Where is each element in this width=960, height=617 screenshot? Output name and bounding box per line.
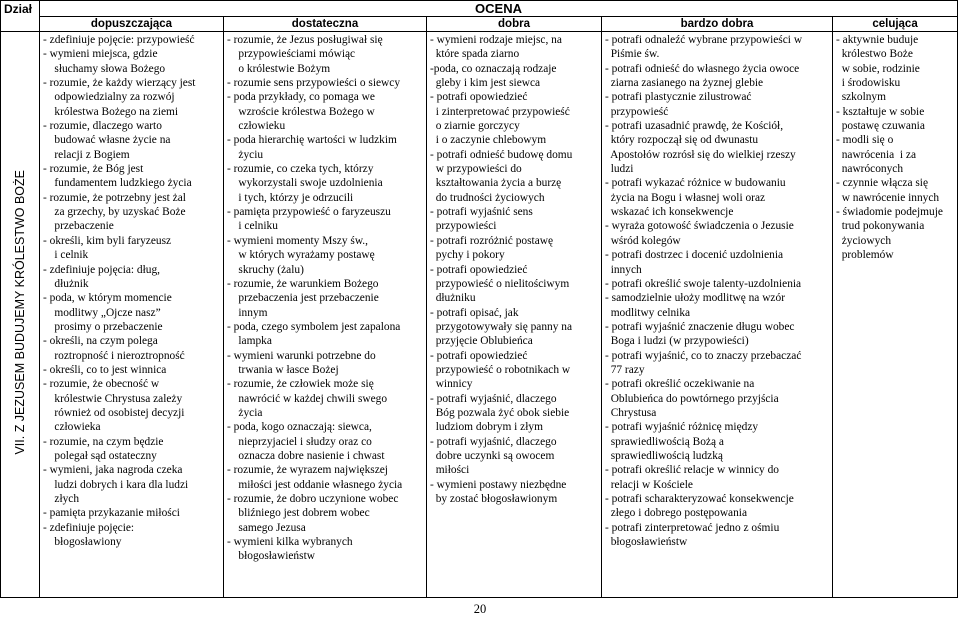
requirement-line: i celniku [227, 220, 278, 233]
requirement-line: przypowieści [430, 220, 497, 233]
requirement-line: słuchamy słowa Bożego [43, 62, 166, 75]
requirement-line: - pamięta przykazanie miłości [43, 507, 180, 520]
requirement-line: - potrafi odnieść do własnego życia owoce [605, 62, 800, 75]
requirement-line: Piśmie św. [605, 48, 660, 61]
requirement-line: - aktywnie buduje [836, 34, 919, 46]
grade-title: OCENA [40, 1, 958, 17]
requirement-line: - potrafi zinterpretować jedno z ośmiu [605, 521, 780, 534]
level-header-dopuszczajaca: dopuszczająca [40, 17, 224, 32]
requirement-line: które spada ziarno [430, 48, 520, 61]
requirement-line: 77 razy [605, 363, 645, 376]
requirement-line: - określi, co to jest winnica [43, 363, 167, 376]
requirement-line: wskazać ich konsekwencje [605, 206, 734, 219]
column-dostateczna [224, 32, 427, 598]
requirement-line: przypowieść o robotnikach w [430, 363, 571, 376]
requirement-line: - poda przykłady, co pomaga we [227, 91, 375, 104]
requirement-line: - potrafi dostrzec i docenić uzdolnienia [605, 249, 784, 262]
requirement-line: - rozumie, na czym będzie [43, 435, 164, 448]
requirement-line: -poda, co oznaczają rodzaje [430, 62, 557, 75]
requirement-line: w nawrócenie innych [836, 191, 940, 204]
requirement-line: polegał sąd ostateczny [43, 449, 157, 462]
requirement-line: w przypowieści do [430, 163, 522, 176]
requirement-line: innych [605, 263, 642, 276]
requirement-line: prosimy o przebaczenie [43, 320, 163, 333]
requirement-line: o królestwie Bożym [227, 62, 331, 75]
requirement-line: błogosławieństw [605, 536, 688, 549]
requirement-line: nawrócenia i za [836, 148, 917, 161]
requirement-line: relacji z Bogiem [43, 148, 130, 161]
requirement-line: - potrafi plastycznie zilustrować [605, 91, 752, 104]
requirement-line: człowieka [43, 421, 101, 434]
requirement-line: szkolnym [836, 91, 886, 104]
requirement-line: - potrafi określić relacje w winnicy do [605, 464, 779, 477]
requirement-line: budować własne życie na [43, 134, 171, 147]
requirement-line: Chrystusa [605, 406, 657, 419]
requirement-line: życia na Bogu i własnej woli oraz [605, 191, 766, 204]
requirement-line: - pamięta przypowieść o faryzeuszu [227, 206, 391, 219]
requirement-line: - rozumie, dlaczego warto [43, 120, 162, 133]
level-header-bardzo-dobra: bardzo dobra [602, 17, 833, 32]
requirement-line: problemów [836, 249, 894, 262]
requirement-line: - rozumie, że człowiek może się [227, 378, 374, 391]
column-dobra [427, 32, 602, 598]
requirement-line: przyjęcie Oblubieńca [430, 335, 533, 348]
requirement-line: - wymieni rodzaje miejsc, na [430, 34, 562, 46]
requirement-line: przebaczenia jest przebaczenie [227, 292, 379, 305]
requirement-line: złego i dobrego postępowania [605, 507, 748, 520]
requirement-line: błogosławieństw [227, 550, 315, 563]
requirement-line: - rozumie sens przypowieści o siewcy [227, 77, 401, 90]
section-cell [1, 32, 40, 598]
requirement-line: relacji w Kościele [605, 478, 693, 491]
requirement-line: życiu [227, 148, 264, 161]
requirement-line: - wymieni postawy niezbędne [430, 478, 567, 491]
requirement-line: ludziom dobrym i złym [430, 421, 543, 434]
requirement-line: bliźniego jest dobrem wobec [227, 507, 370, 520]
requirement-line: i o zaczynie chlebowym [430, 134, 547, 147]
requirement-line: nieprzyjaciel i słudzy oraz co [227, 435, 372, 448]
requirement-line: - potrafi opowiedzieć [430, 349, 528, 362]
requirement-line: Boga i ludzi (w przypowieści) [605, 335, 749, 348]
requirement-line: przypowieść o nielitościwym [430, 277, 570, 290]
requirement-line: - potrafi odnaleźć wybrane przypowieści w [605, 34, 803, 46]
requirement-line: - potrafi rozróżnić postawę [430, 234, 554, 247]
requirement-line: - rozumie, że Jezus posługiwał się [227, 34, 383, 46]
requirement-line: ziarna zasianego na żyznej glebie [605, 77, 764, 90]
requirement-line: - potrafi wyjaśnić, dlaczego [430, 435, 557, 448]
requirement-line: skruchy (żalu) [227, 263, 304, 276]
requirement-line: - zdefiniuje pojęcia: dług, [43, 263, 161, 276]
requirement-line: - potrafi wykazać różnice w budowaniu [605, 177, 786, 190]
requirement-line: - rozumie, że obecność w [43, 378, 160, 391]
requirement-line: - poda, czego symbolem jest zapalona [227, 320, 401, 333]
requirement-line: fundamentem ludzkiego życia [43, 177, 192, 190]
requirement-line: - samodzielnie ułoży modlitwę na wzór [605, 292, 785, 305]
requirement-line: - rozumie, że Bóg jest [43, 163, 144, 176]
requirement-line: do trudności życiowych [430, 191, 545, 204]
requirement-line: Oblubieńca do powtórnego przyjścia [605, 392, 779, 405]
requirement-line: modlitwy celnika [605, 306, 691, 319]
section-header: Dział [1, 1, 40, 32]
requirement-line: sprawiedliwością Bożą a [605, 435, 724, 448]
requirement-line: dobre uczynki są owocem [430, 449, 555, 462]
requirement-line: miłości jest oddanie własnego życia [227, 478, 403, 491]
requirement-line: Apostołów rozrósł się do wielkiej rzeszy [605, 148, 796, 161]
requirement-line: - potrafi opowiedzieć [430, 263, 528, 276]
requirement-line: postawę czuwania [836, 120, 925, 133]
requirement-line: innym [227, 306, 268, 319]
requirement-line: - czynnie włącza się [836, 177, 929, 190]
requirement-line: - potrafi wyjaśnić, co to znaczy przebaczać [605, 349, 802, 362]
requirement-line: nawróconych [836, 163, 904, 176]
requirement-line: ludzi dobrych i kara dla ludzi [43, 478, 189, 491]
requirement-line: królestwa Bożego na ziemi [43, 105, 179, 118]
requirement-line: roztropność i nieroztropność [43, 349, 185, 362]
requirement-line: - zdefiniuje pojęcie: [43, 521, 135, 534]
requirement-line: złych [43, 493, 80, 505]
requirement-line: błogosławiony [43, 536, 122, 549]
requirement-line: przypowieść [605, 105, 669, 118]
requirement-line: - rozumie, że warunkiem Bożego [227, 277, 379, 290]
requirement-line: gleby i kim jest siewca [430, 77, 541, 90]
requirement-line: - rozumie, że dobro uczynione wobec [227, 493, 399, 505]
page-number: 20 [473, 602, 487, 616]
requirement-line: życia [227, 406, 263, 419]
requirement-line: królestwie Chrystusa zależy [43, 392, 183, 405]
requirement-line: Bóg pozwala żyć obok siebie [430, 406, 570, 419]
requirement-line: dłużnik [43, 277, 89, 290]
requirement-line: człowieku [227, 120, 286, 133]
requirement-line: ludzi [605, 163, 634, 176]
level-header-dobra: dobra [427, 17, 602, 32]
requirement-line: przygotowywały się panny na [430, 320, 573, 333]
requirement-line: - wymieni, jaka nagroda czeka [43, 464, 183, 477]
requirement-line: trud pokonywania [836, 220, 925, 233]
requirement-line: królestwo Boże [836, 48, 913, 61]
requirement-line: - rozumie, że potrzebny jest żal [43, 191, 186, 204]
requirement-line: wśród kolegów [605, 234, 681, 247]
requirement-line: w sobie, rodzinie [836, 62, 920, 75]
requirement-line: który rozpoczął się od dwunastu [605, 134, 759, 147]
requirement-line: - rozumie, że każdy wierzący jest [43, 77, 196, 90]
requirement-line: - potrafi scharakteryzować konsekwencje [605, 493, 794, 505]
requirement-line: o ziarnie gorczycy [430, 120, 520, 133]
requirement-line: i środowisku [836, 77, 901, 90]
requirement-line: pychy i pokory [430, 249, 505, 262]
requirement-line: i celnik [43, 249, 89, 262]
requirement-line: - kształtuje w sobie [836, 105, 925, 118]
requirement-line: lampka [227, 335, 272, 348]
requirement-line: - rozumie, co czeka tych, którzy [227, 163, 374, 176]
requirement-line: - potrafi wyjaśnić różnicę między [605, 421, 759, 434]
column-dopuszczajaca [40, 32, 224, 598]
level-header-celujaca: celująca [833, 17, 958, 32]
requirement-line: życiowych [836, 234, 892, 247]
requirement-line: - potrafi wyjaśnić sens [430, 206, 533, 219]
requirement-line: - wyraża gotowość świadczenia o Jezusie [605, 220, 794, 233]
column-celujaca [833, 32, 958, 598]
requirement-line: - określi, kim byli faryzeusz [43, 234, 172, 247]
requirement-line: kształtowania życia a burzę [430, 177, 562, 190]
requirement-line: przebaczenie [43, 220, 114, 233]
requirement-line: - potrafi określić swoje talenty-uzdolnienia [605, 277, 802, 290]
requirement-line: za grzechy, by uzyskać Boże [43, 206, 186, 219]
requirement-line: i tych, którzy je odrzucili [227, 191, 354, 204]
level-header-dostateczna: dostateczna [224, 17, 427, 32]
requirement-line: i zinterpretować przypowieść [430, 105, 570, 118]
requirement-line: oznacza dobre nasienie i chwast [227, 449, 385, 462]
requirement-line: również od osobistej decyzji [43, 406, 185, 419]
requirement-line: - świadomie podejmuje [836, 206, 943, 219]
requirement-line: nawrócić w każdej chwili swego [227, 392, 388, 405]
requirement-line: przypowieściami mówiąc [227, 48, 356, 61]
requirement-line: modlitwy „Ojcze nasz” [43, 306, 161, 319]
requirement-line: dłużniku [430, 292, 476, 305]
requirement-line: - potrafi określić oczekiwanie na [605, 378, 755, 391]
section-title: VII. Z JEZUSEM BUDUJEMY KRÓLESTWO BOŻE [13, 169, 27, 455]
requirement-line: - potrafi wyjaśnić znaczenie długu wobec [605, 320, 795, 333]
requirement-line: by zostać błogosławionym [430, 493, 558, 505]
requirement-line: - potrafi opowiedzieć [430, 91, 528, 104]
requirement-line: - potrafi odnieść budowę domu [430, 148, 573, 161]
requirement-line: - modli się o [836, 134, 894, 147]
requirement-line: - potrafi wyjaśnić, dlaczego [430, 392, 557, 405]
requirement-line: winnicy [430, 378, 473, 391]
requirement-line: - poda, w którym momencie [43, 292, 172, 305]
requirement-line: - wymieni warunki potrzebne do [227, 349, 376, 362]
requirement-line: w których wyrażamy postawę [227, 249, 375, 262]
column-bardzo-dobra [602, 32, 833, 598]
requirement-line: wykorzystali swoje uzdolnienia [227, 177, 383, 190]
requirement-line: - wymieni momenty Mszy św., [227, 234, 368, 247]
requirement-line: - poda hierarchię wartości w ludzkim [227, 134, 397, 147]
requirement-line: wzroście królestwa Bożego w [227, 105, 375, 118]
requirement-line: - wymieni kilka wybranych [227, 536, 353, 549]
requirement-line: samego Jezusa [227, 521, 306, 534]
requirement-line: trwania w łasce Bożej [227, 363, 339, 376]
requirement-line: - zdefiniuje pojęcie: przypowieść [43, 34, 195, 46]
requirement-line: - rozumie, że wyrazem największej [227, 464, 388, 477]
requirement-line: miłości [430, 464, 470, 477]
requirement-line: - potrafi opisać, jak [430, 306, 519, 319]
requirement-line: sprawiedliwością ludzką [605, 449, 723, 462]
requirement-line: - poda, kogo oznaczają: siewca, [227, 421, 372, 434]
requirement-line: - określi, na czym polega [43, 335, 158, 348]
requirement-line: - potrafi uzasadnić prawdę, że Kościół, [605, 120, 784, 133]
requirement-line: odpowiedzialny za rozwój [43, 91, 175, 104]
requirement-line: - wymieni miejsca, gdzie [43, 48, 158, 61]
